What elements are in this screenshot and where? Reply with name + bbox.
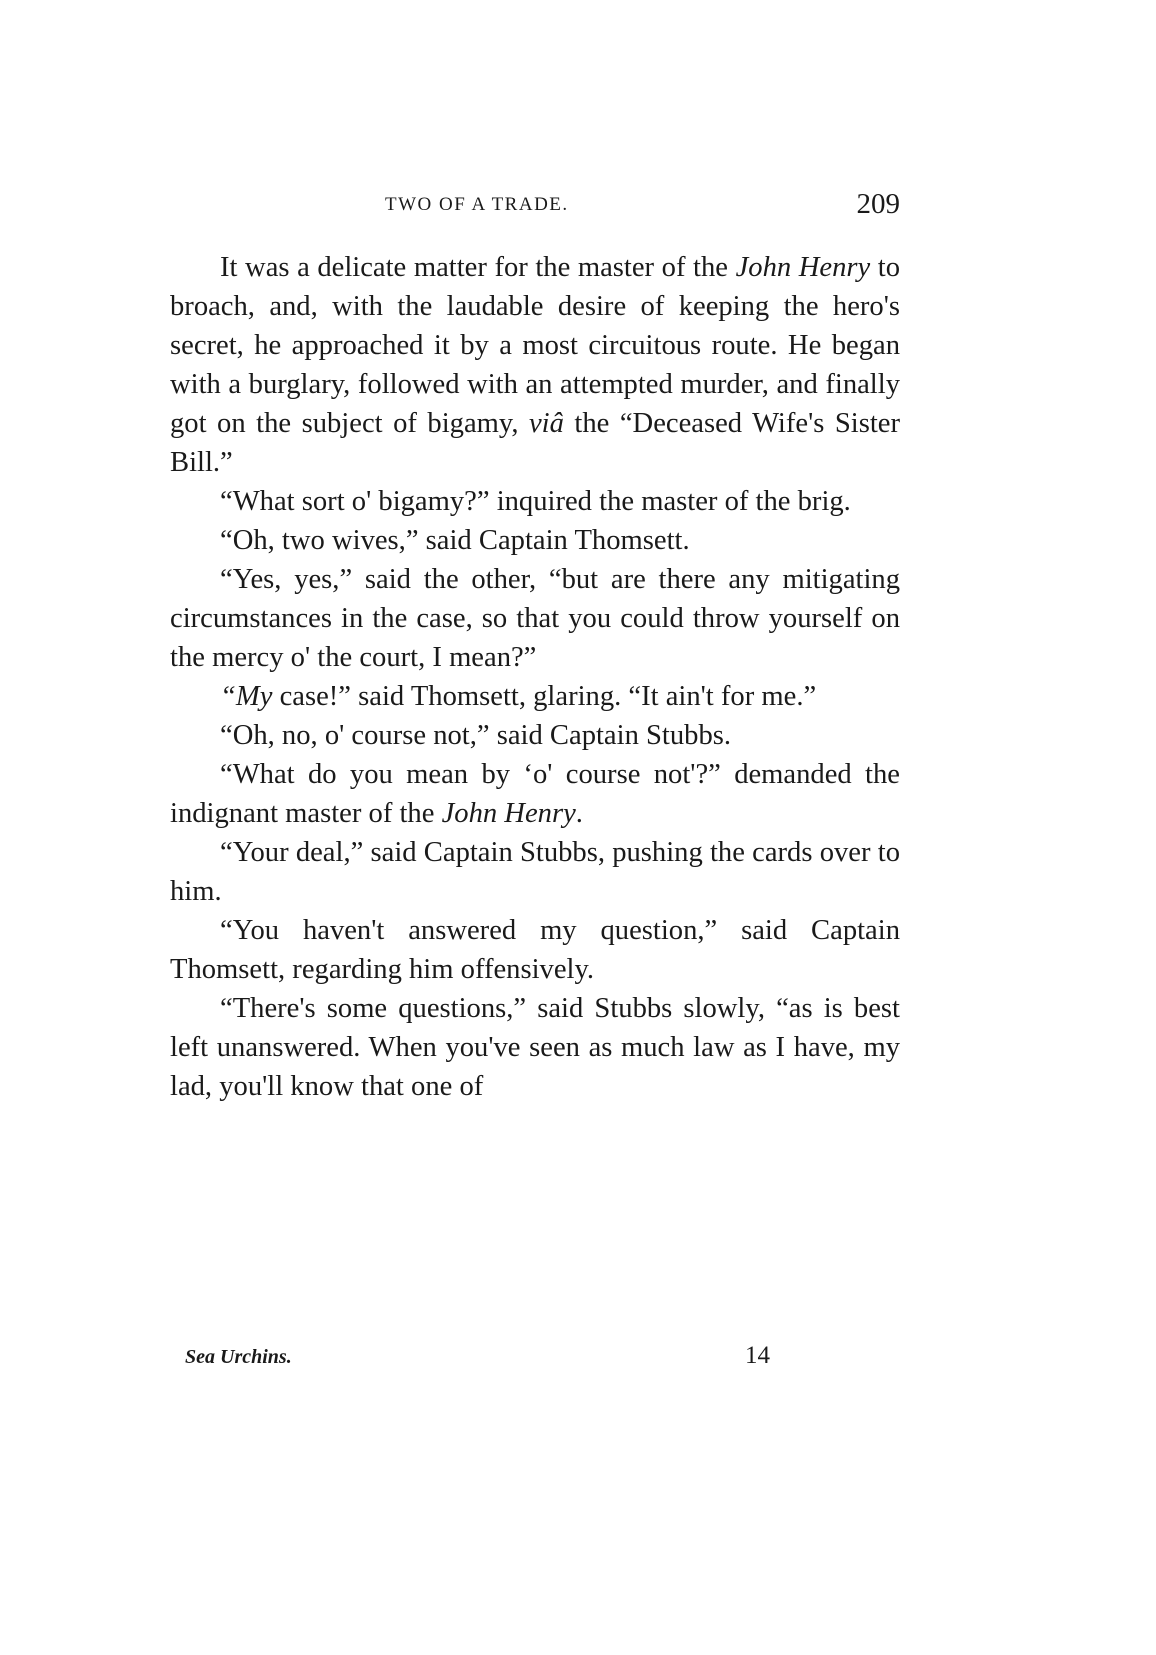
paragraph [170, 911, 900, 989]
paragraph [170, 560, 900, 677]
paragraph [170, 677, 900, 716]
text-run: the “Deceased Wife's Sister Bill.” [170, 408, 900, 478]
text-run: “What sort o' bigamy?” inquired the master of the brig. [220, 486, 851, 517]
text-run: “Yes, yes,” said the other, “but are there any mitigating circumstances in the case, so that you could throw yourself on the mercy o' the court, I mean?” [170, 564, 900, 673]
paragraph [170, 989, 900, 1106]
paragraph [170, 755, 900, 833]
text-run: “Your deal,” said Captain Stubbs, pushing the cards over to him. [170, 837, 900, 907]
paragraph [170, 248, 900, 482]
printer-signature: Sea Urchins. [185, 1346, 292, 1368]
text-run: “Oh, two wives,” said Captain Thomsett. [220, 525, 690, 556]
page-number: 209 [856, 188, 900, 220]
italic-text: John Henry [441, 798, 576, 829]
paragraph [170, 482, 900, 521]
paragraph [170, 716, 900, 755]
page-footer [170, 1342, 900, 1382]
text-run: “There's some questions,” said Stubbs slowly, “as is best left unanswered. When you've seen as much law as I have, my lad, you'll know that one of [170, 993, 900, 1102]
text-run: . [575, 798, 583, 829]
signature-mark: 14 [745, 1342, 770, 1369]
italic-text: viâ [528, 408, 564, 439]
body-text [170, 248, 900, 1106]
page-header [170, 188, 900, 228]
text-run: “What do you mean by ‘o' course not'?” demanded the indignant master of the [170, 759, 900, 829]
text-run: It was a delicate matter for the master of the [220, 252, 736, 283]
text-run: “You haven't answered my question,” said Captain Thomsett, regarding him offensively. [170, 915, 900, 985]
paragraph [170, 833, 900, 911]
paragraph [170, 521, 900, 560]
italic-text: John Henry [735, 252, 871, 283]
text-run: case!” said Thomsett, glaring. “It ain't for me.” [272, 681, 817, 712]
text-run: “Oh, no, o' course not,” said Captain Stubbs. [220, 720, 732, 751]
text-run: to broach, and, with the laudable desire of keeping the hero's secret, he approached it by a most circuitous route. He began with a burglary, followed with an attempted murder, and finally got on the subject of bigamy, [170, 252, 901, 439]
running-head: TWO OF A TRADE. [385, 194, 569, 215]
italic-text: “My [220, 681, 273, 712]
